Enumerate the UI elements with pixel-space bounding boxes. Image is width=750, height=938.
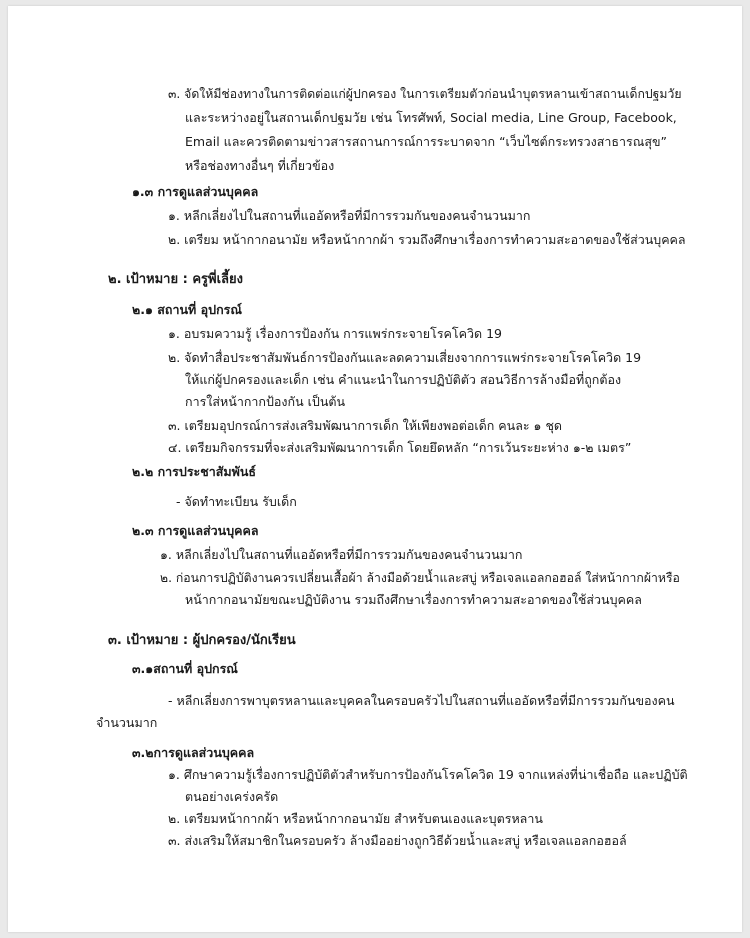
heading-1-3: ๑.๓ การดูแลส่วนบุคคล [132, 184, 259, 199]
s2-h23-item2-line2: หน้ากากอนามัยขณะปฏิบัติงาน รวมถึงศึกษาเรื่องการทำความสะอาดของใช้ส่วนบุคคล [185, 592, 642, 607]
s3-h31-line1: - หลีกเลี่ยงการพาบุตรหลานและบุคคลในครอบครัวไปในสถานที่แออัดหรือที่มีการรวมกันของคน [168, 693, 675, 708]
s1-item3-line4: หรือช่องทางอื่นๆ ที่เกี่ยวข้อง [185, 158, 335, 173]
s3-h31-line2: จำนวนมาก [96, 715, 158, 730]
s3-h32-item1-line1: ๑. ศึกษาความรู้เรื่องการปฏิบัติตัวสำหรับการป้องกันโรคโควิด 19 จากแหล่งที่น่าเชื่อถือ และปฏิบัติ [168, 767, 688, 782]
heading-3-1: ๓.๑สถานที่ อุปกรณ์ [132, 661, 238, 676]
s2-h21-item2-line1: ๒. จัดทำสื่อประชาสัมพันธ์การป้องกันและลดความเสี่ยงจากการแพร่กระจายโรคโควิด 19 [168, 350, 642, 365]
s1-h13-item1: ๑. หลีกเลี่ยงไปในสถานที่แออัดหรือที่มีการรวมกันของคนจำนวนมาก [168, 208, 531, 223]
heading-3-2: ๓.๒การดูแลส่วนบุคคล [132, 745, 255, 760]
s3-h32-item1-line2: ตนอย่างเคร่งครัด [185, 789, 279, 804]
s2-h21-item2-line3: การใส่หน้ากากป้องกัน เป็นต้น [185, 394, 346, 409]
s1-h13-item2: ๒. เตรียม หน้ากากอนามัย หรือหน้ากากผ้า รวมถึงศึกษาเรื่องการทำความสะอาดของใช้ส่วนบุคคล [168, 232, 686, 247]
s2-h23-item1: ๑. หลีกเลี่ยงไปในสถานที่แออัดหรือที่มีการรวมกันของคนจำนวนมาก [160, 547, 523, 562]
heading-2-1: ๒.๑ สถานที่ อุปกรณ์ [132, 302, 242, 317]
s2-h22-item: - จัดทำทะเบียน รับเด็ก [176, 494, 297, 509]
s3-h32-item2: ๒. เตรียมหน้ากากผ้า หรือหน้ากากอนามัย สำหรับตนเองและบุตรหลาน [168, 811, 543, 826]
s3-h32-item3: ๓. ส่งเสริมให้สมาชิกในครอบครัว ล้างมืออย่างถูกวิธีด้วยน้ำและสบู่ หรือเจลแอลกอฮอล์ [168, 833, 627, 848]
s1-item3-line2: และระหว่างอยู่ในสถานเด็กปฐมวัย เช่น โทรศัพท์, Social media, Line Group, Facebook, [185, 110, 677, 125]
s2-h21-item3: ๓. เตรียมอุปกรณ์การส่งเสริมพัฒนาการเด็ก ให้เพียงพอต่อเด็ก คนละ ๑ ชุด [168, 418, 563, 433]
s2-h21-item2-line2: ให้แก่ผู้ปกครองและเด็ก เช่น คำแนะนำในการปฏิบัติตัว สอนวิธีการล้างมือที่ถูกต้อง [185, 372, 622, 387]
document-page [8, 6, 742, 932]
s1-item3-line3: Email และควรติดตามข่าวสารสถานการณ์การระบาดจาก “เว็บไซต์กระทรวงสาธารณสุข” [185, 134, 668, 149]
s2-h21-item4: ๔. เตรียมกิจกรรมที่จะส่งเสริมพัฒนาการเด็ก โดยยึดหลัก “การเว้นระยะห่าง ๑-๒ เมตร” [168, 440, 632, 455]
s2-h21-item1: ๑. อบรมความรู้ เรื่องการป้องกัน การแพร่กระจายโรคโควิด 19 [168, 326, 502, 341]
s2-h23-item2-line1: ๒. ก่อนการปฏิบัติงานควรเปลี่ยนเสื้อผ้า ล้างมือด้วยน้ำและสบู่ หรือเจลแอลกอฮอล์ ใส่หน้ากากผ้าหรือ [160, 571, 680, 585]
section-3-title: ๓. เป้าหมาย : ผู้ปกครอง/นักเรียน [108, 633, 296, 648]
s1-item3-line1: ๓. จัดให้มีช่องทางในการติดต่อแก่ผู้ปกครอง ในการเตรียมตัวก่อนนำบุตรหลานเข้าสถานเด็กปฐมวัย [168, 87, 682, 101]
heading-2-2: ๒.๒ การประชาสัมพันธ์ [132, 464, 257, 479]
section-2-title: ๒. เป้าหมาย : ครูพี่เลี้ยง [108, 272, 243, 287]
heading-2-3: ๒.๓ การดูแลส่วนบุคคล [132, 523, 259, 538]
